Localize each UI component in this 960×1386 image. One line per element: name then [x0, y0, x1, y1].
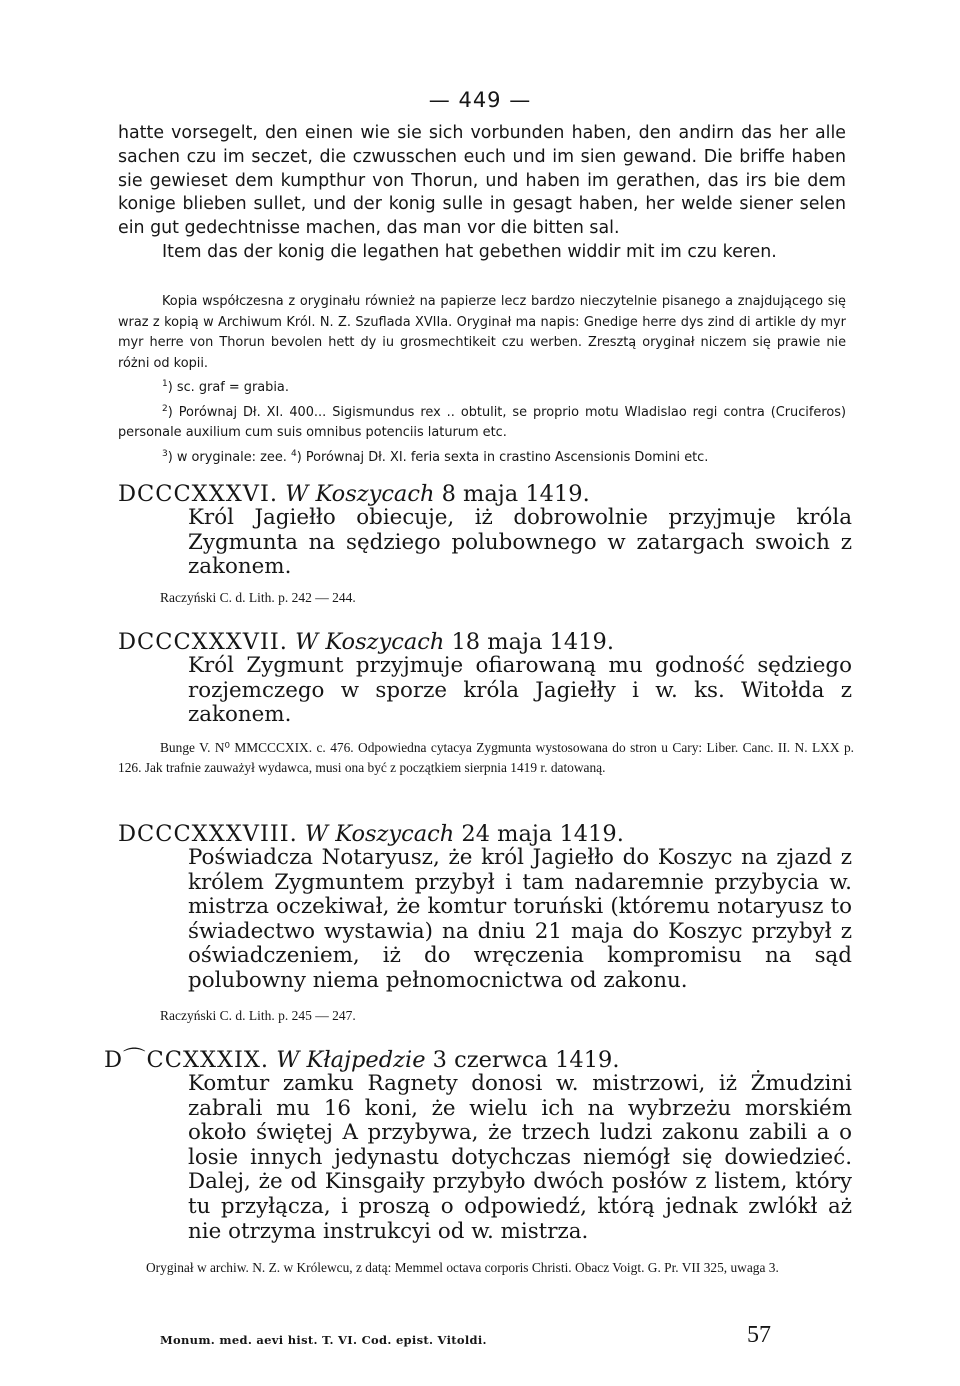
page-number: — 449 —	[428, 88, 532, 112]
footnote-4-mark: 4	[290, 448, 297, 459]
entry-date: 18 maja 1419.	[451, 629, 614, 655]
entry-date: 8 maja 1419.	[441, 481, 590, 507]
series-footer: Monum. med. aevi hist. T. VI. Cod. epist. Vitoldi.	[160, 1333, 487, 1347]
entry-date: 3 czerwca 1419.	[432, 1047, 620, 1073]
entry-source	[104, 1258, 854, 1278]
entry-place: W Koszycach	[304, 821, 455, 847]
entry-place: W Koszycach	[285, 481, 435, 507]
entry-summary: Król Zygmunt przyjmuje ofiarowaną mu godność sędziego rozjemczego w sporze króla Jagiełły i w. ks. Witołda z zakonem.	[188, 653, 852, 728]
entry-heading	[118, 820, 624, 848]
entry-place: W Kłajpedzie	[276, 1047, 426, 1073]
editorial-notes	[118, 292, 846, 468]
entry-source	[118, 738, 854, 779]
footnote-3-text: w oryginale: zee.	[176, 449, 287, 465]
footnote-1-mark: 1	[162, 379, 168, 389]
entry-summary: Komtur zamku Ragnety donosi w. mistrzowi, iż Żmudzini zabrali mu 16 koni, że wielu ich na wybrzeżu morskiém około świętej A przybywa, że trzech ludzi zakonu zabili a o losie innych jedynastu dotychczas niemógł się dowiedzieć. Dalej, że od Kinsgaiły przybyło dwóch posłów z listem, który tu przyłącza, i proszą o odpowiedź, którą jednak zwlókł aż nie otrzyma instrukcyi od w. mistrza.	[188, 1071, 852, 1244]
footnote-2-mark: 2	[162, 403, 168, 414]
entry-source-text: Oryginał w archiw. N. Z. w Królewcu, z datą: Memmel octava corporis Christi. Obacz Voigt. G. Pr. VII 325, uwaga 3.	[146, 1260, 779, 1275]
footnote-2-text: Porównaj Dł. XI. 400... Sigismundus rex .. obtulit, se proprio motu Wladislao regi contra (Cruciferos) personale auxilium cum suis omnibus potenciis laturum etc.	[118, 404, 846, 440]
entry-date: 24 maja 1419.	[461, 821, 624, 847]
entry-source-text: Bunge V. N⁰ MMCCCXIX. c. 476. Odpowiedna cytacya Zygmunta wystosowana do stron u Cary: Liber. Canc. II. N. LXX p. 126. Jak trafnie zauważył wydawca, musi ona być z początkiem sierpnia 1419 r. datowaną.	[118, 740, 854, 776]
entry-number: DCCCXXXVI.	[118, 481, 279, 507]
copy-note: Kopia współczesna z oryginału również na papierze lecz bardzo nieczytelnie pisanego a znajdującego się wraz z kopią w Archiwum Król. N. Z. Szuflada XVIIa. Oryginał ma napis: Gnedige herre dys zind di artikle dy myr myr herre von Thorun bevolen hett dy iu grosmechtikeit czu werben. Zresztą oryginał niczem się prawie nie różni od kopii.	[118, 294, 846, 371]
footnote-3-mark: 3	[162, 448, 168, 459]
entry-number: D⌒CCXXXIX.	[104, 1047, 270, 1073]
entry-heading	[118, 628, 614, 656]
entry-place: W Koszycach	[295, 629, 445, 655]
footnote-3-4: $^3$) w oryginale: zee. $^4$) Porównaj Dł. XI. feria sexta in crastino Ascensionis Domini etc.	[162, 448, 709, 465]
continuation-text	[118, 122, 846, 265]
footnote-2: $^2$) Porównaj Dł. XI. 400... Sigismundus rex .. obtulit, se proprio motu Wladislao regi contra (Cruciferos) personale auxilium cum suis omnibus potenciis laturum etc.	[118, 403, 846, 440]
continuation-paragraph: hatte vorsegelt, den einen wie sie sich vorbunden haben, den andirn das her alle sachen czu im seczet, die czwusschen euch und im sien gewand. Die briffe haben sie gewieset dem kumpthur von Thorun, und haben im gerathen, das irs bie dem konige blieben sullet, und der konig sulle in gesagt haben, her welde siener selen ein gut gedechtnisse machen, das man vor die bitten sal.	[118, 123, 846, 239]
footnote-1-text: sc. graf = grabia.	[176, 380, 289, 395]
entry-number: DCCCXXXVII.	[118, 629, 288, 655]
entry-source: Raczyński C. d. Lith. p. 242 — 244.	[160, 590, 356, 605]
sheet-signature: 57	[747, 1322, 771, 1348]
entry-summary: Poświadcza Notaryusz, że król Jagiełło do Koszyc na zjazd z królem Zygmuntem przybył i tam nadaremnie przybycia w. mistrza oczekiwał, że komtur toruński (któremu notaryusz to świadectwo wystawia) na dniu 21 maja do Koszyc przybył z oświadczeniem, iż do wręczenia kompromisu na sąd polubowny niema pełnomocnictwa od zakonu.	[188, 845, 852, 993]
entry-source: Raczyński C. d. Lith. p. 245 — 247.	[160, 1008, 356, 1023]
continuation-item: Item das der konig die legathen hat gebethen widdir mit im czu keren.	[162, 241, 777, 262]
footnote-4-text: Porównaj Dł. XI. feria sexta in crastino Ascensionis Domini etc.	[305, 449, 709, 465]
entry-heading	[104, 1046, 620, 1074]
entry-number: DCCCXXXVIII.	[118, 821, 298, 847]
entry-summary: Król Jagiełło obiecuje, iż dobrowolnie przyjmuje króla Zygmunta na sędziego polubownego w zatargach swoich z zakonem.	[188, 505, 852, 580]
footnote-1: $^1$) sc. graf = grabia.	[162, 379, 289, 395]
entry-heading	[118, 480, 590, 508]
